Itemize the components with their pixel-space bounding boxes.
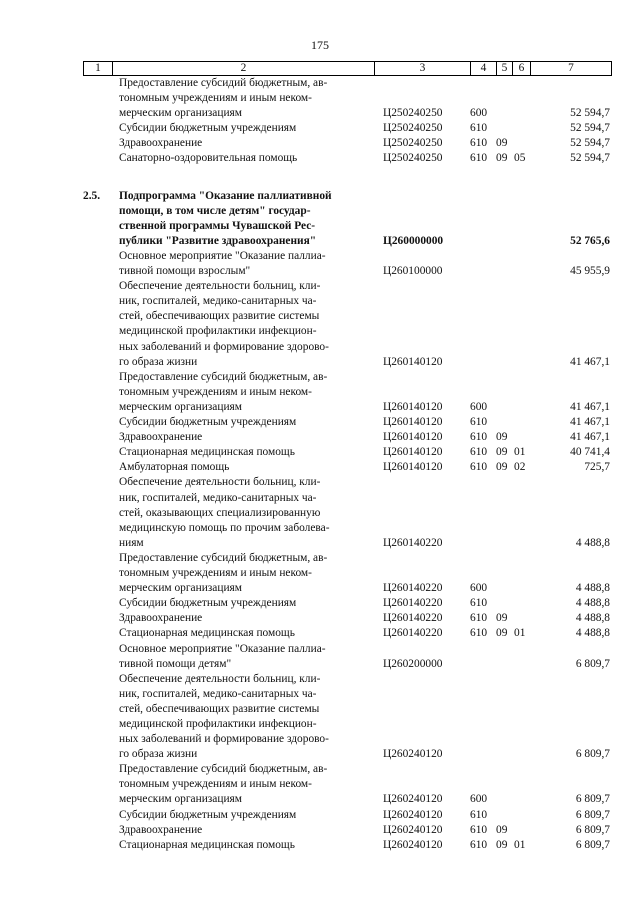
table-row [83,445,611,460]
description-line: стей, обеспечивающих развитие системы [119,310,320,323]
table-row [83,596,611,611]
description-line: го образа жизни [119,748,198,761]
row-expense-type: 600 [470,107,488,120]
row-expense-type: 610 [470,823,488,836]
row-section: 09 [496,612,508,625]
description-line: ник, госпиталей, медико-санитарных ча- [119,491,317,504]
row-section [496,264,516,279]
row-target-code: Ц250240250 [383,152,443,165]
row-target-code: Ц260000000 [383,234,444,247]
row-amount: 6 809,7 [575,793,610,806]
row-expense-type: 610 [470,838,488,851]
row-amount: 40 741,4 [570,446,610,459]
description-line: тивной помощи детям" [119,657,232,670]
row-target-code: Ц260140220 [383,627,443,640]
description-line: мерческим организациям [119,400,242,413]
row-target-code: Ц260200000 [383,657,443,670]
row-expense-type [470,355,496,370]
row-target-code: Ц260140220 [383,612,443,625]
description-line: тономным учреждениям и иным неком- [119,778,312,791]
row-section [496,106,516,121]
table-row [83,672,611,763]
description-line: Здравоохранение [119,823,203,836]
row-description [119,611,366,626]
description-line: тивной помощи взрослым" [119,265,251,278]
row-expense-type [470,657,496,672]
row-amount: 52 594,7 [570,152,610,165]
row-section [496,415,516,430]
description-line: Предоставление субсидий бюджетным, ав- [119,77,328,89]
row-target-code: Ц260240120 [383,823,443,836]
row-description [119,626,366,641]
row-description [119,76,366,121]
row-target-code: Ц260140220 [383,597,443,610]
row-target-code: Ц260140120 [383,446,443,459]
row-target-code: Ц260140120 [383,355,443,368]
description-line: Субсидии бюджетным учреждениям [119,122,297,135]
description-line: Субсидии бюджетным учреждениям [119,416,297,429]
row-amount: 45 955,9 [570,265,610,278]
description-line: медицинской профилактики инфекцион- [119,325,317,338]
row-expense-type: 610 [470,152,488,165]
description-line: Стационарная медицинская помощь [119,838,295,851]
table-row [83,189,611,249]
row-section [496,536,516,551]
row-subsection: 01 [514,627,526,640]
row-amount: 4 488,8 [575,612,610,625]
row-expense-type: 610 [470,597,488,610]
row-description [119,151,366,166]
table-row [83,626,611,641]
row-amount: 41 467,1 [570,431,610,444]
row-description [119,136,366,151]
row-section [496,657,516,672]
row-section: 09 [496,431,508,444]
description-line: ных заболеваний и формирование здорово- [119,340,329,353]
row-amount: 6 809,7 [575,838,610,851]
table-row [83,762,611,807]
table-row [83,279,611,370]
row-description [119,430,366,445]
description-line: Субсидии бюджетным учреждениям [119,597,297,610]
row-amount: 6 809,7 [575,823,610,836]
description-line: Здравоохранение [119,137,203,150]
row-expense-type: 600 [470,582,488,595]
row-section: 09 [496,838,508,851]
table-row [83,460,611,475]
row-description [119,762,366,807]
row-target-code: Ц260240120 [383,748,443,761]
row-description [119,672,366,763]
description-line: ниям [119,536,144,549]
description-line: Здравоохранение [119,431,203,444]
row-description [119,475,366,550]
row-section [496,792,516,807]
description-line: Подпрограмма "Оказание паллиативной [119,189,332,202]
table-row [83,642,611,672]
row-number: 2.5. [83,189,101,202]
row-section [496,400,516,415]
description-line: Субсидии бюджетным учреждениям [119,808,297,821]
row-description [119,551,366,596]
description-line: мерческим организациям [119,793,242,806]
column-header-7: 7 [531,62,612,76]
description-line: стей, оказывающих специализированную [119,506,321,519]
row-expense-type: 610 [470,808,488,821]
row-amount: 52 594,7 [570,122,610,135]
row-section [496,121,516,136]
table-row [83,415,611,430]
table-row [83,838,611,853]
description-line: Предоставление субсидий бюджетным, ав- [119,763,328,776]
description-line: мерческим организациям [119,107,242,120]
row-target-code: Ц260140220 [383,536,443,549]
row-amount: 41 467,1 [570,355,610,368]
description-line: Обеспечение деятельности больниц, кли- [119,280,321,293]
row-description [119,415,366,430]
budget-table-body [83,76,611,853]
row-spacer [83,167,611,189]
row-expense-type: 610 [470,612,488,625]
row-section: 09 [496,461,508,474]
row-section [496,808,516,823]
description-line: Предоставление субсидий бюджетным, ав- [119,370,328,383]
row-target-code: Ц260100000 [383,265,443,278]
table-row [83,430,611,445]
row-target-code: Ц250240250 [383,122,443,135]
table-row [83,121,611,136]
row-amount: 41 467,1 [570,400,610,413]
row-target-code: Ц260140120 [383,461,443,474]
column-header-5: 5 [497,62,513,76]
row-amount: 52 765,6 [570,234,610,247]
row-expense-type: 610 [470,627,488,640]
table-row [83,611,611,626]
row-amount: 52 594,7 [570,137,610,150]
table-row [83,475,611,551]
description-line: ник, госпиталей, медико-санитарных ча- [119,295,317,308]
row-description [119,445,366,460]
column-header-1: 1 [84,62,113,76]
description-line: Основное мероприятие "Оказание паллиа- [119,642,326,655]
row-amount: 4 488,8 [575,536,610,549]
description-line: ных заболеваний и формирование здорово- [119,733,329,746]
description-line: тономным учреждениям и иным неком- [119,567,312,580]
row-description [119,838,366,853]
column-header-3: 3 [375,62,471,76]
row-section [496,234,516,249]
row-description [119,279,366,370]
table-row [83,370,611,415]
row-description [119,642,366,672]
row-subsection: 02 [514,461,526,474]
row-amount: 41 467,1 [570,416,610,429]
row-expense-type: 610 [470,431,488,444]
description-line: мерческим организациям [119,582,242,595]
description-line: Здравоохранение [119,612,203,625]
description-line: медицинскую помощь по прочим заболева- [119,521,330,534]
table-row [83,76,611,121]
description-line: Основное мероприятие "Оказание паллиа- [119,249,326,262]
row-target-code: Ц250240250 [383,107,443,120]
row-description [119,370,366,415]
row-section: 09 [496,627,508,640]
row-expense-type: 610 [470,137,488,150]
row-description [119,823,366,838]
row-subsection: 05 [514,152,526,165]
row-subsection: 01 [514,838,526,851]
description-line: тономным учреждениям и иным неком- [119,92,312,105]
description-line: Санаторно-оздоровительная помощь [119,152,298,165]
table-row [83,136,611,151]
row-section: 09 [496,446,508,459]
description-line: ник, госпиталей, медико-санитарных ча- [119,687,317,700]
row-expense-type: 600 [470,400,488,413]
row-amount: 52 594,7 [570,107,610,120]
row-section [496,581,516,596]
description-line: ственной программы Чувашской Рес- [119,219,316,232]
row-expense-type [470,536,496,551]
page-number: 175 [311,38,329,52]
row-amount: 6 809,7 [575,808,610,821]
description-line: публики "Развитие здравоохранения" [119,234,317,247]
row-expense-type: 610 [470,122,488,135]
row-expense-type [470,264,496,279]
row-expense-type: 600 [470,793,488,806]
row-description [119,249,366,279]
column-header-table [83,61,612,76]
row-section: 09 [496,137,508,150]
description-line: медицинской профилактики инфекцион- [119,717,317,730]
description-line: Стационарная медицинская помощь [119,446,295,459]
row-target-code: Ц260240120 [383,838,443,851]
row-amount: 4 488,8 [575,597,610,610]
row-description [119,460,366,475]
row-amount: 6 809,7 [575,748,610,761]
row-description [119,596,366,611]
row-expense-type: 610 [470,461,488,474]
description-line: Стационарная медицинская помощь [119,627,295,640]
row-description [119,121,366,136]
row-amount: 4 488,8 [575,627,610,640]
row-target-code: Ц250240250 [383,137,443,150]
table-row [83,151,611,166]
row-expense-type [470,234,496,249]
row-amount: 4 488,8 [575,582,610,595]
description-line: помощи, в том числе детям" государ- [119,204,311,217]
description-line: тономным учреждениям и иным неком- [119,385,312,398]
row-target-code: Ц260140120 [383,431,443,444]
row-amount: 725,7 [584,461,610,474]
row-target-code: Ц260140120 [383,416,443,429]
column-header-6: 6 [513,62,531,76]
description-line: Обеспечение деятельности больниц, кли- [119,672,321,685]
row-section [496,596,516,611]
row-subsection: 01 [514,446,526,459]
row-section: 09 [496,823,508,836]
description-line: Обеспечение деятельности больниц, кли- [119,476,321,489]
row-expense-type [470,747,496,762]
row-description [119,808,366,823]
table-row [83,823,611,838]
description-line: Предоставление субсидий бюджетным, ав- [119,551,328,564]
description-line: Амбулаторная помощь [119,461,230,474]
row-target-code: Ц260240120 [383,793,443,806]
table-row [83,808,611,823]
description-line: го образа жизни [119,355,198,368]
row-amount: 6 809,7 [575,657,610,670]
row-target-code: Ц260140120 [383,400,443,413]
row-expense-type: 610 [470,446,488,459]
table-row [83,249,611,279]
column-header-4: 4 [471,62,497,76]
row-section [496,355,516,370]
row-expense-type: 610 [470,416,488,429]
row-target-code: Ц260140220 [383,582,443,595]
row-section [496,747,516,762]
row-description [119,189,366,249]
table-row [83,551,611,596]
column-header-row [84,62,612,76]
row-target-code: Ц260240120 [383,808,443,821]
row-section: 09 [496,152,508,165]
column-header-2: 2 [113,62,375,76]
description-line: стей, обеспечивающих развитие системы [119,702,320,715]
